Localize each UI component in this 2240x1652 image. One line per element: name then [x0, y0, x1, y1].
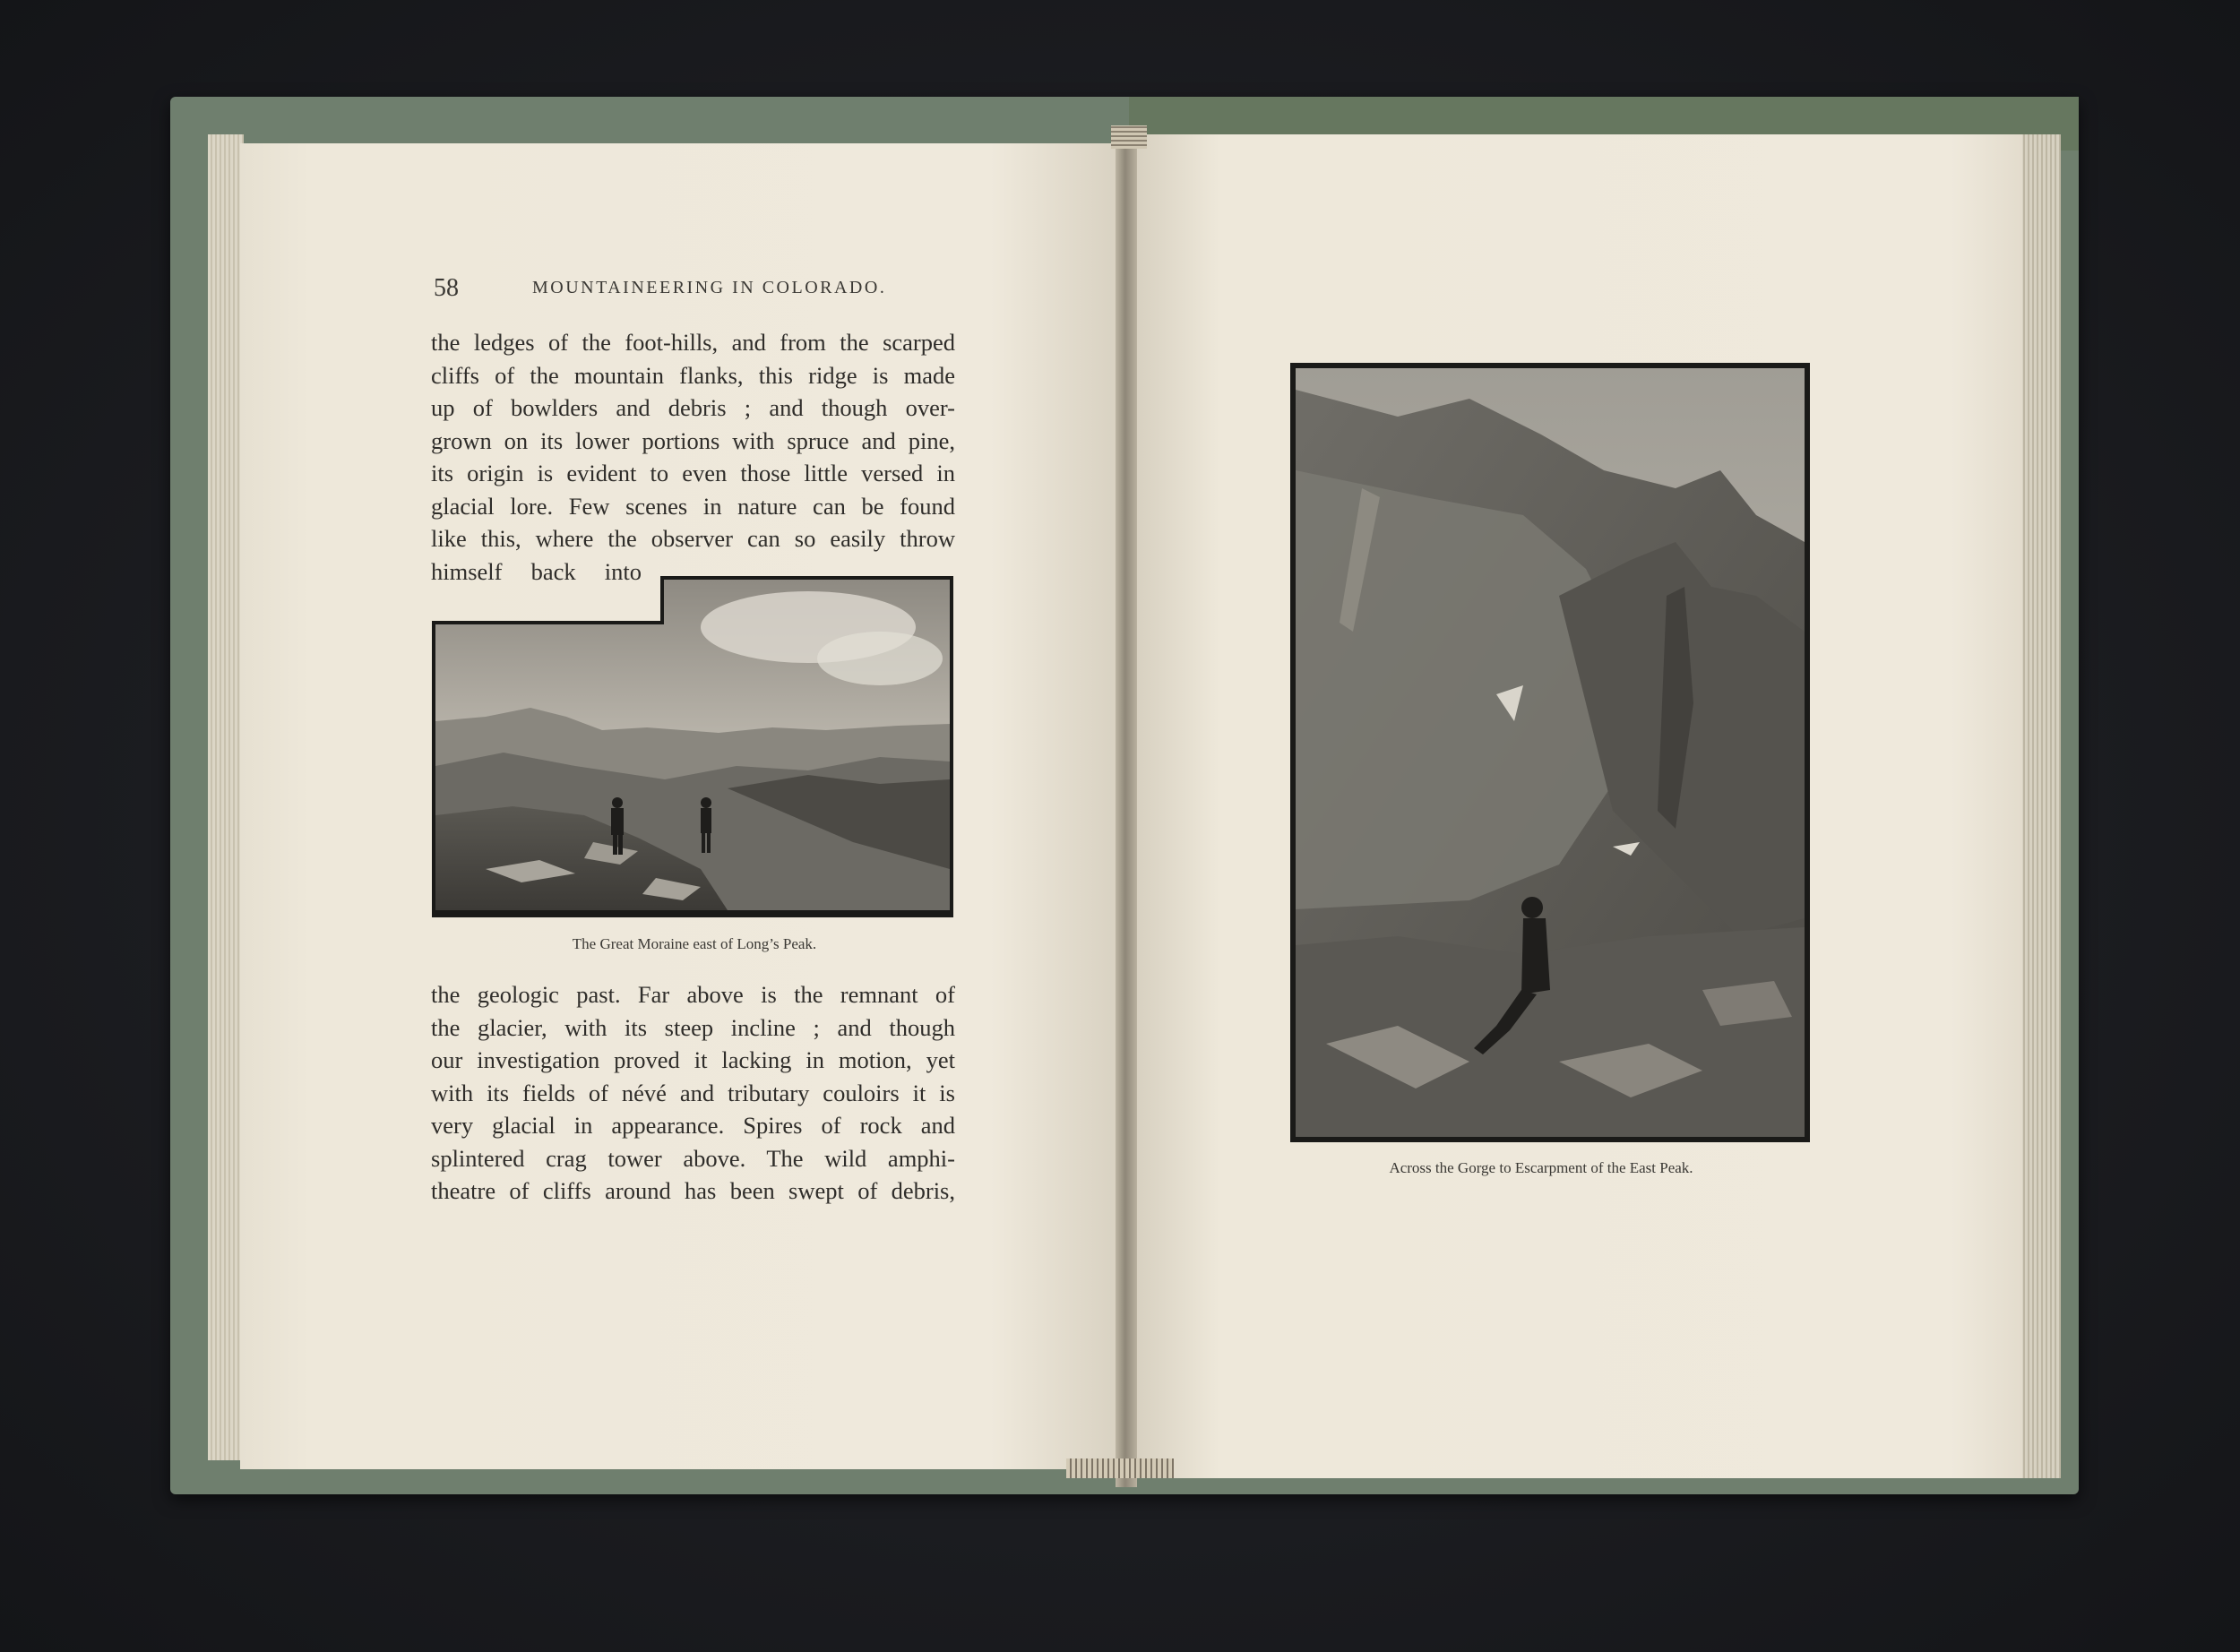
book-gutter [1116, 125, 1137, 1487]
text-line: grown on its lower portions with spruce and pine, [431, 426, 955, 454]
text-line: splintered crag tower above. The wild amphi- [431, 1144, 955, 1172]
text-line: with its fields of névé and tributary couloirs it is [431, 1079, 955, 1106]
text-line: our investigation proved it lacking in motion, yet [431, 1046, 955, 1073]
east-peak-caption: Across the Gorge to Escarpment of the East Peak. [1389, 1159, 1693, 1176]
page-edges-left [208, 134, 244, 1460]
headband-top [1111, 125, 1147, 149]
running-title: MOUNTAINEERING IN COLORADO. [532, 278, 887, 297]
text-line: the geologic past. Far above is the remnant of [431, 981, 955, 1008]
text-line: glacial lore. Few scenes in nature can be found [431, 492, 955, 520]
headband-bottom [1066, 1458, 1174, 1478]
moraine-caption: The Great Moraine east of Long’s Peak. [572, 935, 817, 952]
text-line: cliffs of the mountain flanks, this ridge is made [431, 361, 955, 389]
text-line: its origin is evident to even those little versed in [431, 460, 955, 486]
running-head [434, 274, 962, 310]
page-number: 58 [434, 274, 459, 302]
east-peak-photo [1290, 363, 1810, 1142]
body-text-bottom [431, 978, 955, 1208]
text-line: like this, where the observer can so easily throw [431, 525, 955, 552]
text-line: himself back into [431, 557, 642, 585]
text-line: very glacial in appearance. Spires of rock and [431, 1112, 955, 1139]
text-line: the ledges of the foot-hills, and from the scarped [431, 329, 955, 356]
text-line: the glacier, with its steep incline ; and though [431, 1013, 955, 1041]
text-line: theatre of cliffs around has been swept of debris, [431, 1177, 955, 1204]
body-text-top [431, 326, 955, 588]
moraine-photo [432, 573, 953, 917]
text-line: up of bowlders and debris ; and though over- [431, 394, 955, 421]
